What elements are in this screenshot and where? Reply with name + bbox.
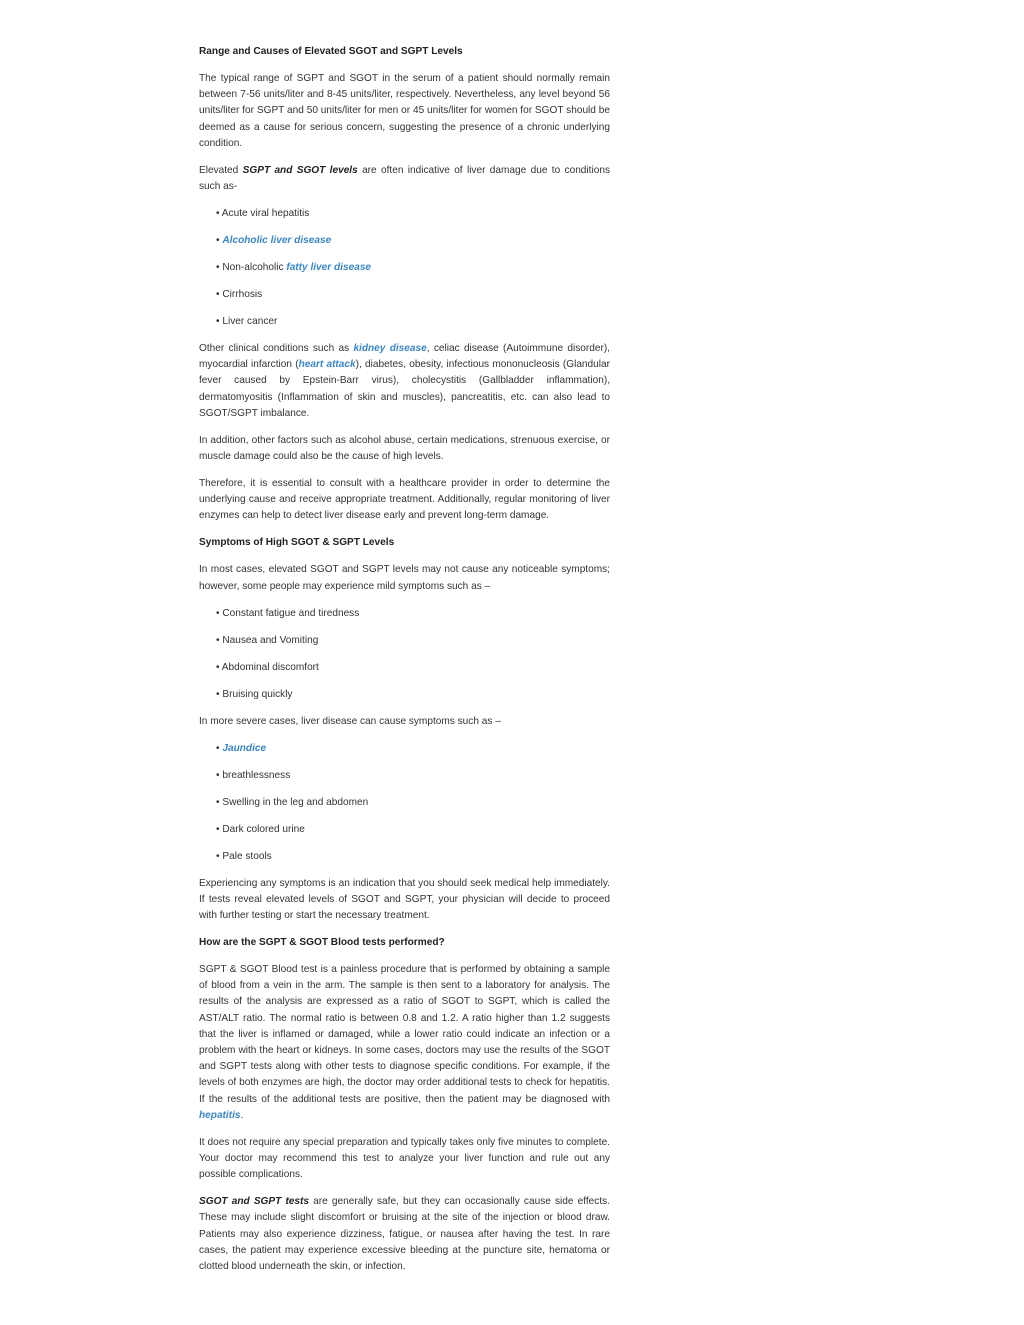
list-item-text: Cirrhosis: [222, 289, 263, 301]
list-item: [216, 822, 610, 838]
bullet: •: [216, 823, 220, 835]
paragraph-consult-provider: Therefore, it is essential to consult with a healthcare provider in order to determine the underlying cause and receive appropriate treatment. Additionally, regular monitoring of liver enzymes can help to detect liver disease early and prevent long-term damage.: [199, 478, 610, 522]
emphasis-sgot-sgpt-tests: SGOT and SGPT tests: [199, 1196, 310, 1208]
list-item: [216, 768, 610, 784]
bullet: •: [216, 742, 220, 754]
list-item-text: Constant fatigue and tiredness: [222, 607, 360, 619]
bullet: •: [216, 289, 220, 301]
paragraph-mild-symptoms: In most cases, elevated SGOT and SGPT levels may not cause any noticeable symptoms; however, some people may experience mild symptoms such as –: [199, 564, 610, 592]
section-heading-symptoms: Symptoms of High SGOT & SGPT Levels: [199, 537, 395, 549]
paragraph-other-conditions: [199, 341, 610, 422]
list-item: [216, 741, 610, 757]
paragraph-test-procedure: [199, 962, 610, 1124]
list-item: [216, 660, 610, 676]
section-heading-tests-performed: How are the SGPT & SGOT Blood tests performed?: [199, 937, 445, 949]
list-item: [216, 606, 610, 622]
paragraph-severe-symptoms: In more severe cases, liver disease can cause symptoms such as –: [199, 715, 501, 727]
list-item: [216, 849, 610, 865]
kidney-disease-link[interactable]: kidney disease: [353, 343, 427, 355]
list-item-text: Bruising quickly: [222, 688, 293, 700]
list-item-text: Nausea and Vomiting: [222, 634, 319, 646]
list-item: [216, 314, 610, 330]
list-item-text: Liver cancer: [222, 316, 278, 328]
list-item-text: Swelling in the leg and abdomen: [222, 796, 369, 808]
bullet: •: [216, 262, 220, 274]
list-item: [216, 260, 610, 276]
list-item: [216, 287, 610, 303]
fatty-liver-disease-link[interactable]: fatty liver disease: [286, 262, 372, 274]
bullet: •: [216, 607, 220, 619]
list-item: [216, 206, 610, 222]
bullet: •: [216, 661, 220, 673]
list-item-text: Acute viral hepatitis: [221, 208, 310, 220]
bullet: •: [216, 634, 220, 646]
list-item-text: Pale stools: [222, 850, 272, 862]
text: SGPT & SGOT Blood test is a painless procedure that is performed by obtaining a sample of blood from a vein in the arm. The sample is then sent to a laboratory for analysis. The results of the analysis are expressed as a ratio of SGOT to SGPT, which is called the AST/ALT ratio. The normal ratio is between 0.8 and 1.2. A ratio higher than 1.2 suggests that the liver is inflamed or damaged, while a lower ratio could indicate an infection or a problem with the heart or kidneys. In some cases, doctors may use the results of the SGOT and SGPT tests along with other tests to diagnose specific conditions. For example, if the levels of both enzymes are high, the doctor may order additional tests to check for hepatitis. If the results of the additional tests are positive, then the patient may be diagnosed with: [199, 964, 610, 1105]
paragraph-side-effects: [199, 1194, 610, 1275]
list-item-text: Non-alcoholic: [222, 262, 287, 274]
list-item: [216, 795, 610, 811]
jaundice-link[interactable]: Jaundice: [222, 742, 267, 754]
text: Other clinical conditions such as: [199, 343, 354, 355]
text: are generally safe, but they can occasionally cause side effects. These may include slight discomfort or bruising at the site of the injection or blood draw. Patients may also experience dizziness, fatigue, or nausea after having the test. In rare cases, the patient may experience excessive bleeding at the puncture site, hematoma or clotted blood underneath the skin, or infection.: [199, 1196, 610, 1273]
text: .: [240, 1109, 244, 1121]
paragraph-elevated-levels: [199, 163, 610, 195]
paragraph-preparation: It does not require any special preparation and typically takes only five minutes to complete. Your doctor may recommend this test to analyze your liver function and rule out any possible complications.: [199, 1136, 610, 1181]
bullet: •: [216, 235, 220, 247]
mild-symptoms-list: [199, 606, 610, 703]
bullet: •: [216, 850, 220, 862]
list-item-text: Dark colored urine: [222, 823, 305, 835]
severe-symptoms-list: [199, 741, 610, 865]
text: are often indicative of liver damage due to conditions such as-: [199, 164, 610, 193]
list-item-text: breathlessness: [222, 769, 291, 781]
text: ), diabetes, obesity, infectious mononucleosis (Glandular fever caused by Epstein-Barr virus), cholecystitis (Gallbladder inflammation), dermatomyositis (Inflammation of skin and muscles), pancreatitis, etc. can also lead to SGOT/SGPT imbalance.: [199, 359, 610, 419]
paragraph-normal-range: The typical range of SGPT and SGOT in the serum of a patient should normally remain between 7-56 units/liter and 8-45 units/liter, respectively. Nevertheless, any level beyond 56 units/liter for SGPT and 50 units/liter for men or 45 units/liter for women for SGOT should be deemed as a cause for serious concern, suggesting the presence of a chronic underlying condition.: [199, 73, 610, 149]
list-item-text: Abdominal discomfort: [221, 661, 319, 673]
heart-attack-link[interactable]: heart attack: [298, 359, 356, 371]
emphasis-sgpt-sgot-levels: SGPT and SGOT levels: [242, 164, 358, 176]
hepatitis-link[interactable]: hepatitis: [199, 1109, 241, 1121]
alcoholic-liver-disease-link[interactable]: Alcoholic liver disease: [222, 235, 332, 247]
list-item: [216, 633, 610, 649]
bullet: •: [216, 688, 220, 700]
bullet: •: [216, 208, 220, 220]
bullet: •: [216, 796, 220, 808]
list-item: [216, 687, 610, 703]
bullet: •: [216, 316, 220, 328]
paragraph-seek-help: Experiencing any symptoms is an indication that you should seek medical help immediately. If tests reveal elevated levels of SGOT and SGPT, your physician will decide to proceed with further testing or start the necessary treatment.: [199, 877, 610, 922]
list-item: [216, 233, 610, 249]
article-body: [199, 44, 610, 1286]
text: , celiac disease (Autoimmune disorder), myocardial infarction (: [199, 343, 610, 371]
bullet: •: [216, 769, 220, 781]
text: Elevated: [199, 164, 243, 176]
conditions-list: [199, 206, 610, 330]
section-heading-range-causes: Range and Causes of Elevated SGOT and SGPT Levels: [199, 46, 463, 57]
paragraph-other-factors: In addition, other factors such as alcohol abuse, certain medications, strenuous exercise, or muscle damage could also be the cause of high levels.: [199, 434, 610, 463]
